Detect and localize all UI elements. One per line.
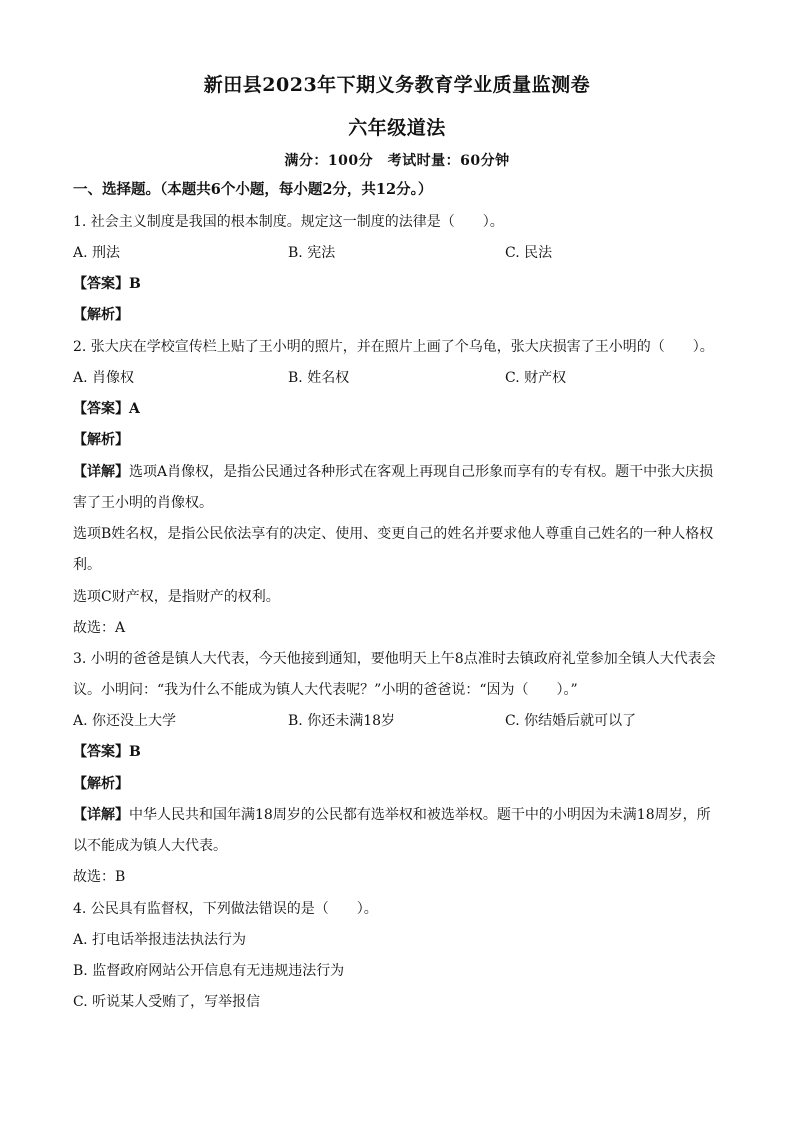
question-1-answer: 【答案】B xyxy=(73,276,141,292)
question-3-option-a: A. 你还没上大学 xyxy=(73,713,177,729)
question-4-option-a: A. 打电话举报违法执法行为 xyxy=(73,932,247,948)
question-3-answer: 【答案】B xyxy=(73,744,141,760)
question-2-detail-line: 利。 xyxy=(73,557,101,573)
question-2-analysis: 【解析】 xyxy=(73,432,129,448)
question-1-analysis: 【解析】 xyxy=(73,307,129,323)
question-3-stem-line: 3. 小明的爸爸是镇人大代表，今天他接到通知，要他明天上午8点准时去镇政府礼堂参加全镇人大代表会 xyxy=(73,651,716,667)
question-2-option-c: C. 财产权 xyxy=(505,370,567,386)
question-3-stem-line: 议。小明问：“我为什么不能成为镇人大代表呢？”小明的爸爸说：“因为（ ）。” xyxy=(73,682,578,698)
section-heading: 一、选择题。（本题共6个小题，每小题2分，共12分。） xyxy=(73,181,433,198)
question-4-stem: 4. 公民具有监督权，下列做法错误的是（ ）。 xyxy=(73,901,378,917)
question-2-option-a: A. 肖像权 xyxy=(73,370,135,386)
question-3-analysis: 【解析】 xyxy=(73,776,129,792)
question-2-stem: 2. 张大庆在学校宣传栏上贴了王小明的照片，并在照片上画了个乌龟，张大庆损害了王小明的（ ）。 xyxy=(73,339,714,355)
question-2-detail-line: 选项B姓名权，是指公民依法享有的决定、使用、变更自己的姓名并要求他人尊重自己姓名的一种人格权 xyxy=(73,526,714,542)
question-2-detail-line: 选项C财产权，是指财产的权利。 xyxy=(73,589,280,605)
score-info: 满分：100分 考试时量：60分钟 xyxy=(284,153,510,169)
exam-title: 新田县2023年下期义务教育学业质量监测卷 xyxy=(203,74,591,96)
question-1-option-c: C. 民法 xyxy=(505,245,553,261)
question-2-option-b: B. 姓名权 xyxy=(288,370,350,386)
question-3-detail-line: 【详解】中华人民共和国年满18周岁的公民都有选举权和被选举权。题干中的小明因为未满18周岁，所 xyxy=(73,807,711,823)
question-3-conclusion: 故选：B xyxy=(73,869,126,885)
question-1-option-b: B. 宪法 xyxy=(288,245,336,261)
question-3-detail-line: 以不能成为镇人大代表。 xyxy=(73,838,227,854)
question-2-answer: 【答案】A xyxy=(73,401,140,417)
exam-subtitle: 六年级道法 xyxy=(348,117,446,139)
question-4-option-c: C. 听说某人受贿了，写举报信 xyxy=(73,994,261,1010)
question-4-option-b: B. 监督政府网站公开信息有无违规违法行为 xyxy=(73,963,345,979)
question-2-detail-line: 害了王小明的肖像权。 xyxy=(73,495,213,511)
question-2-detail-line: 【详解】选项A肖像权，是指公民通过各种形式在客观上再现自己形象而享有的专有权。题干中张大庆损 xyxy=(73,464,714,480)
question-3-option-c: C. 你结婚后就可以了 xyxy=(505,713,637,729)
question-1-option-a: A. 刑法 xyxy=(73,245,121,261)
question-2-conclusion: 故选：A xyxy=(73,620,126,636)
question-3-option-b: B. 你还未满18岁 xyxy=(288,713,396,729)
question-1-stem: 1. 社会主义制度是我国的根本制度。规定这一制度的法律是（ ）。 xyxy=(73,214,504,230)
